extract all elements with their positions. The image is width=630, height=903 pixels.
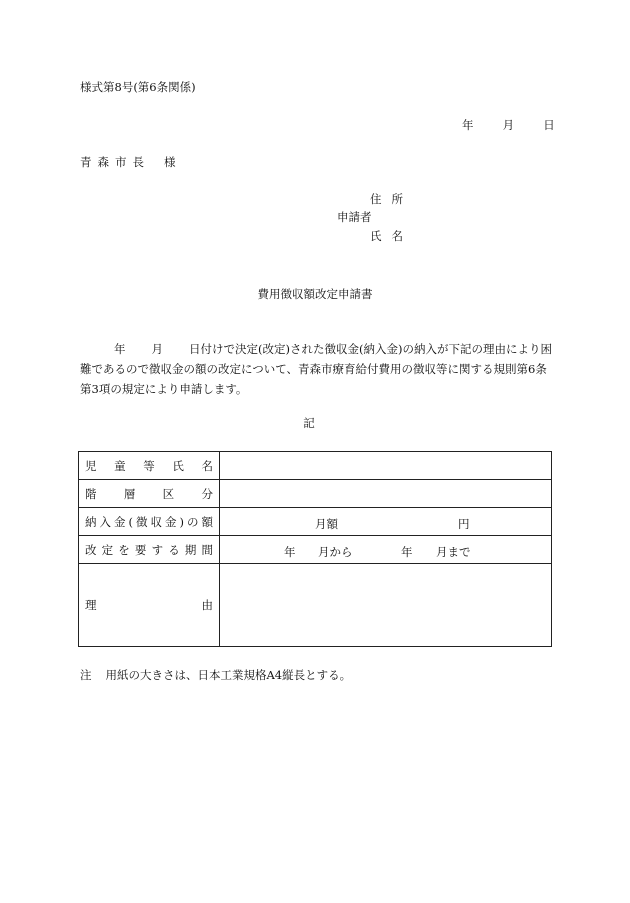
addressee-honorific: 様 bbox=[164, 155, 182, 169]
amount-field[interactable] bbox=[220, 508, 552, 536]
form-number: 様式第8号(第6条関係) bbox=[80, 80, 196, 94]
addressee-name: 青森市長 bbox=[80, 155, 150, 169]
yen-label: 円 bbox=[458, 517, 470, 531]
child-name-label: 児童等氏名 bbox=[79, 452, 220, 480]
ki-heading: 記 bbox=[303, 416, 315, 430]
body-year: 年 bbox=[114, 342, 126, 356]
footer-note bbox=[80, 670, 351, 682]
reason-field[interactable] bbox=[220, 564, 552, 647]
amount-label: 納入金(徴収金)の額 bbox=[79, 508, 220, 536]
body-month: 月 bbox=[151, 342, 163, 356]
table-row bbox=[79, 480, 552, 508]
body-paragraph bbox=[80, 339, 552, 399]
to-month-label: 月まで bbox=[436, 545, 471, 559]
child-name-field[interactable] bbox=[220, 452, 552, 480]
reason-label: 理由 bbox=[79, 564, 220, 647]
application-table bbox=[78, 451, 552, 647]
document-title: 費用徴収額改定申請書 bbox=[257, 287, 373, 301]
table-row bbox=[79, 508, 552, 536]
date-line: 年 月 日 bbox=[462, 118, 555, 132]
table-row bbox=[79, 564, 552, 647]
body-text: 日付けで決定(改定)された徴収金(納入金)の納入が下記の理由により困難であるので徴収金の額の改定について、青森市療育給付費用の徴収等に関する規則第6条第3項の規定により申請します。 bbox=[80, 342, 552, 396]
table-row bbox=[79, 452, 552, 480]
note-label: 注 bbox=[80, 668, 92, 682]
from-month-label: 月から bbox=[318, 545, 353, 559]
monthly-label: 月額 bbox=[315, 517, 338, 531]
to-year-label: 年 bbox=[401, 545, 413, 559]
note-text: 用紙の大きさは、日本工業規格A4縦長とする。 bbox=[105, 668, 352, 682]
applicant-label: 申請者 bbox=[337, 210, 372, 224]
addressee bbox=[80, 157, 182, 169]
from-year-label: 年 bbox=[284, 545, 296, 559]
period-field[interactable] bbox=[220, 536, 552, 564]
bracket-label: 階層区分 bbox=[79, 480, 220, 508]
name-label: 氏名 bbox=[370, 229, 413, 243]
bracket-field[interactable] bbox=[220, 480, 552, 508]
period-label: 改定を要する期間 bbox=[79, 536, 220, 564]
address-label: 住所 bbox=[370, 192, 413, 206]
table-row bbox=[79, 536, 552, 564]
